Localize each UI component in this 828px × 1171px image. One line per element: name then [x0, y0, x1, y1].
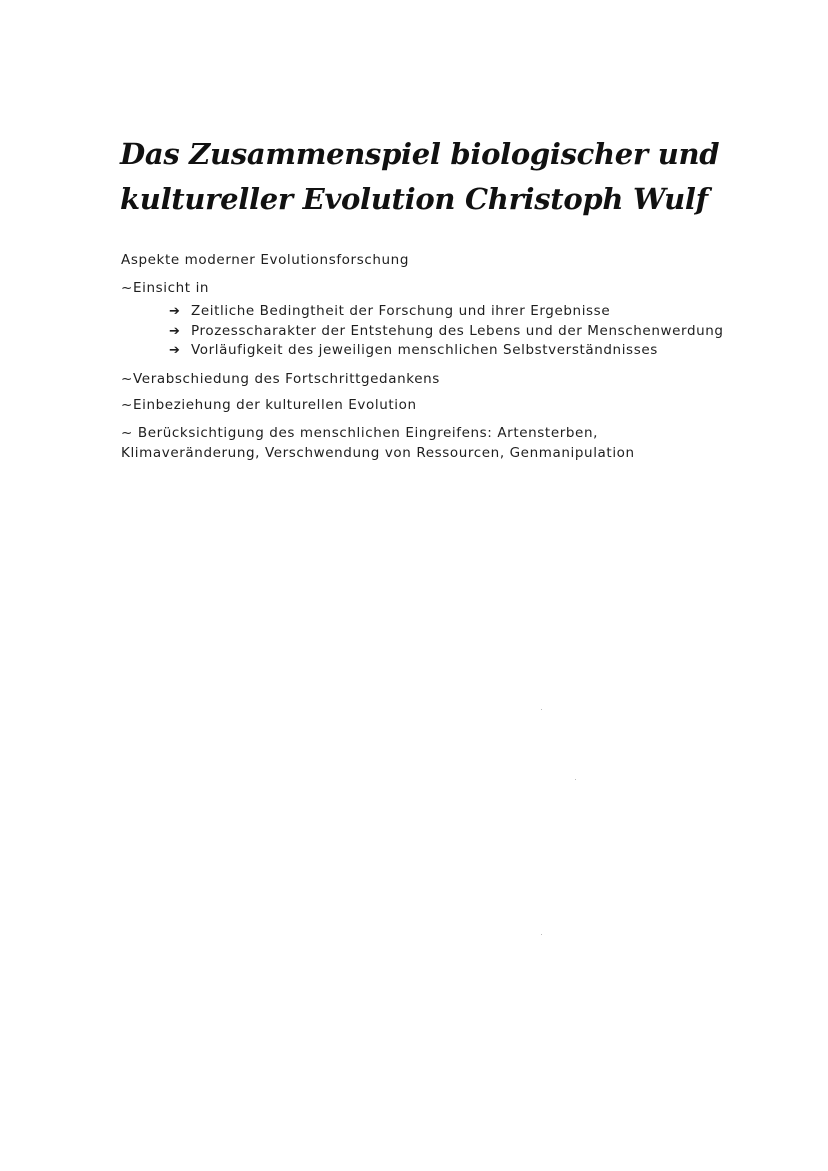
section-inclusion-label: Einbeziehung der kulturellen Evolution	[133, 396, 417, 413]
tilde-marker: ~	[121, 424, 133, 441]
document-body	[121, 250, 741, 463]
bullet-text: Prozesscharakter der Entstehung des Lebens und der Menschenwerdung	[191, 322, 724, 339]
tilde-marker: ~	[121, 396, 133, 413]
section-farewell-label: Verabschiedung des Fortschrittgedankens	[133, 370, 440, 387]
bullet-text: Zeitliche Bedingtheit der Forschung und ihrer Ergebnisse	[191, 303, 611, 319]
arrow-right-icon: ➔	[169, 343, 181, 358]
section-insight	[121, 280, 741, 296]
section-insight-label: Einsicht in	[133, 280, 210, 296]
tilde-marker: ~	[121, 280, 133, 296]
arrow-right-icon: ➔	[169, 304, 181, 319]
intro-heading: Aspekte moderner Evolutionsforschung	[121, 252, 409, 268]
section-consideration-label: Berücksichtigung des menschlichen Eingreifens: Artensterben, Klimaveränderung, Verschwendung von Ressourcen, Genmanipulation	[121, 424, 635, 461]
list-item	[169, 322, 741, 342]
list-item	[169, 341, 741, 361]
section-inclusion	[121, 397, 741, 413]
section-farewell	[121, 371, 741, 387]
bullet-text: Vorläufigkeit des jeweiligen menschlichen Selbstverständnisses	[191, 342, 658, 358]
paper-speck	[541, 934, 542, 935]
paper-speck	[541, 709, 542, 710]
tilde-marker: ~	[121, 370, 133, 387]
document-title	[120, 132, 740, 222]
insight-bullet-list	[121, 302, 741, 361]
title-line-1: Das Zusammenspiel biologischer und	[120, 137, 720, 171]
section-consideration	[121, 423, 741, 463]
paper-speck	[575, 779, 576, 780]
list-item	[169, 302, 741, 322]
title-line-2: kultureller Evolution Christoph Wulf	[120, 182, 708, 216]
arrow-right-icon: ➔	[169, 323, 181, 339]
